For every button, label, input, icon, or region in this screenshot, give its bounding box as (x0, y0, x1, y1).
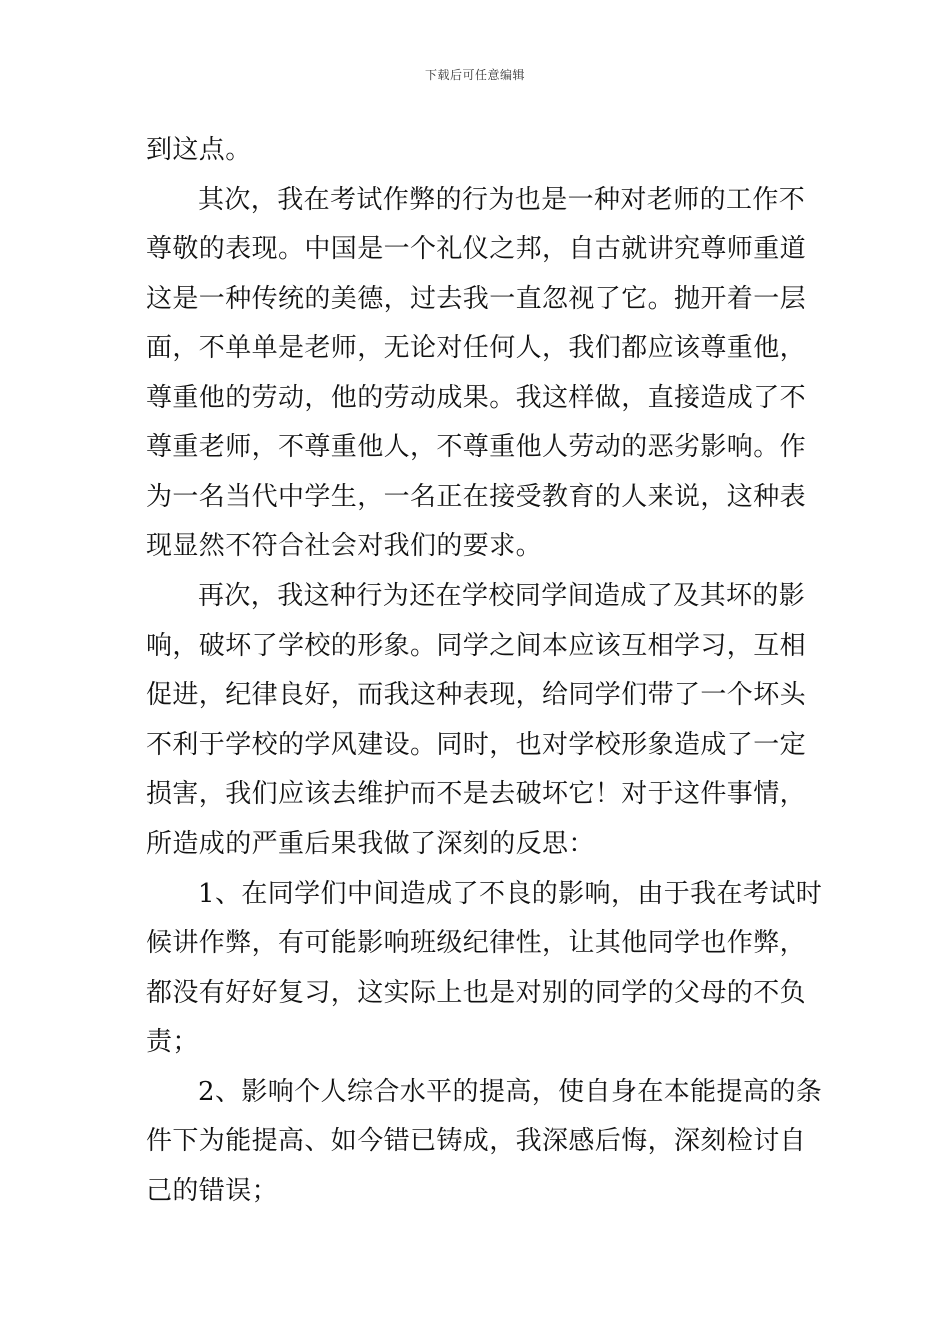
text-line: 不利于学校的学风建设。同时，也对学校形象造成了一定 (146, 730, 807, 760)
text-line: 尊重老师，不尊重他人，不尊重他人劳动的恶劣影响。作 (146, 432, 807, 462)
text-line: 为一名当代中学生，一名正在接受教育的人来说，这种表 (146, 482, 807, 512)
list-item-2-line: 2、影响个人综合水平的提高，使自身在本能提高的条 (198, 1077, 823, 1107)
text-line: 候讲作弊，有可能影响班级纪律性，让其他同学也作弊， (146, 928, 807, 958)
text-line: 责； (146, 1027, 199, 1057)
text-line: 面，不单单是老师，无论对任何人，我们都应该尊重他， (146, 333, 807, 363)
text-line: 损害，我们应该去维护而不是去破坏它！对于这件事情， (146, 779, 807, 809)
text-line: 尊重他的劳动，他的劳动成果。我这样做，直接造成了不 (146, 383, 807, 413)
text-line: 到这点。 (146, 135, 252, 165)
text-line: 所造成的严重后果我做了深刻的反思： (146, 829, 595, 859)
text-line: 促进，纪律良好，而我这种表现，给同学们带了一个坏头 (146, 680, 807, 710)
paragraph-start-line: 再次，我这种行为还在学校同学间造成了及其坏的影 (198, 581, 806, 611)
text-line: 件下为能提高、如今错已铸成，我深感后悔，深刻检讨自 (146, 1126, 807, 1156)
list-item-1-line: 1、在同学们中间造成了不良的影响，由于我在考试时 (198, 879, 823, 909)
paragraph-start-line: 其次，我在考试作弊的行为也是一种对老师的工作不 (198, 185, 806, 215)
text-line: 这是一种传统的美德，过去我一直忽视了它。抛开着一层 (146, 284, 807, 314)
text-line: 尊敬的表现。中国是一个礼仪之邦，自古就讲究尊师重道 (146, 234, 807, 264)
page-header: 下载后可任意编辑 (424, 68, 525, 82)
text-line: 现显然不符合社会对我们的要求。 (146, 531, 543, 561)
text-line: 己的错误； (146, 1176, 279, 1206)
text-line: 响，破坏了学校的形象。同学之间本应该互相学习，互相 (146, 631, 807, 661)
text-line: 都没有好好复习，这实际上也是对别的同学的父母的不负 (146, 978, 807, 1008)
